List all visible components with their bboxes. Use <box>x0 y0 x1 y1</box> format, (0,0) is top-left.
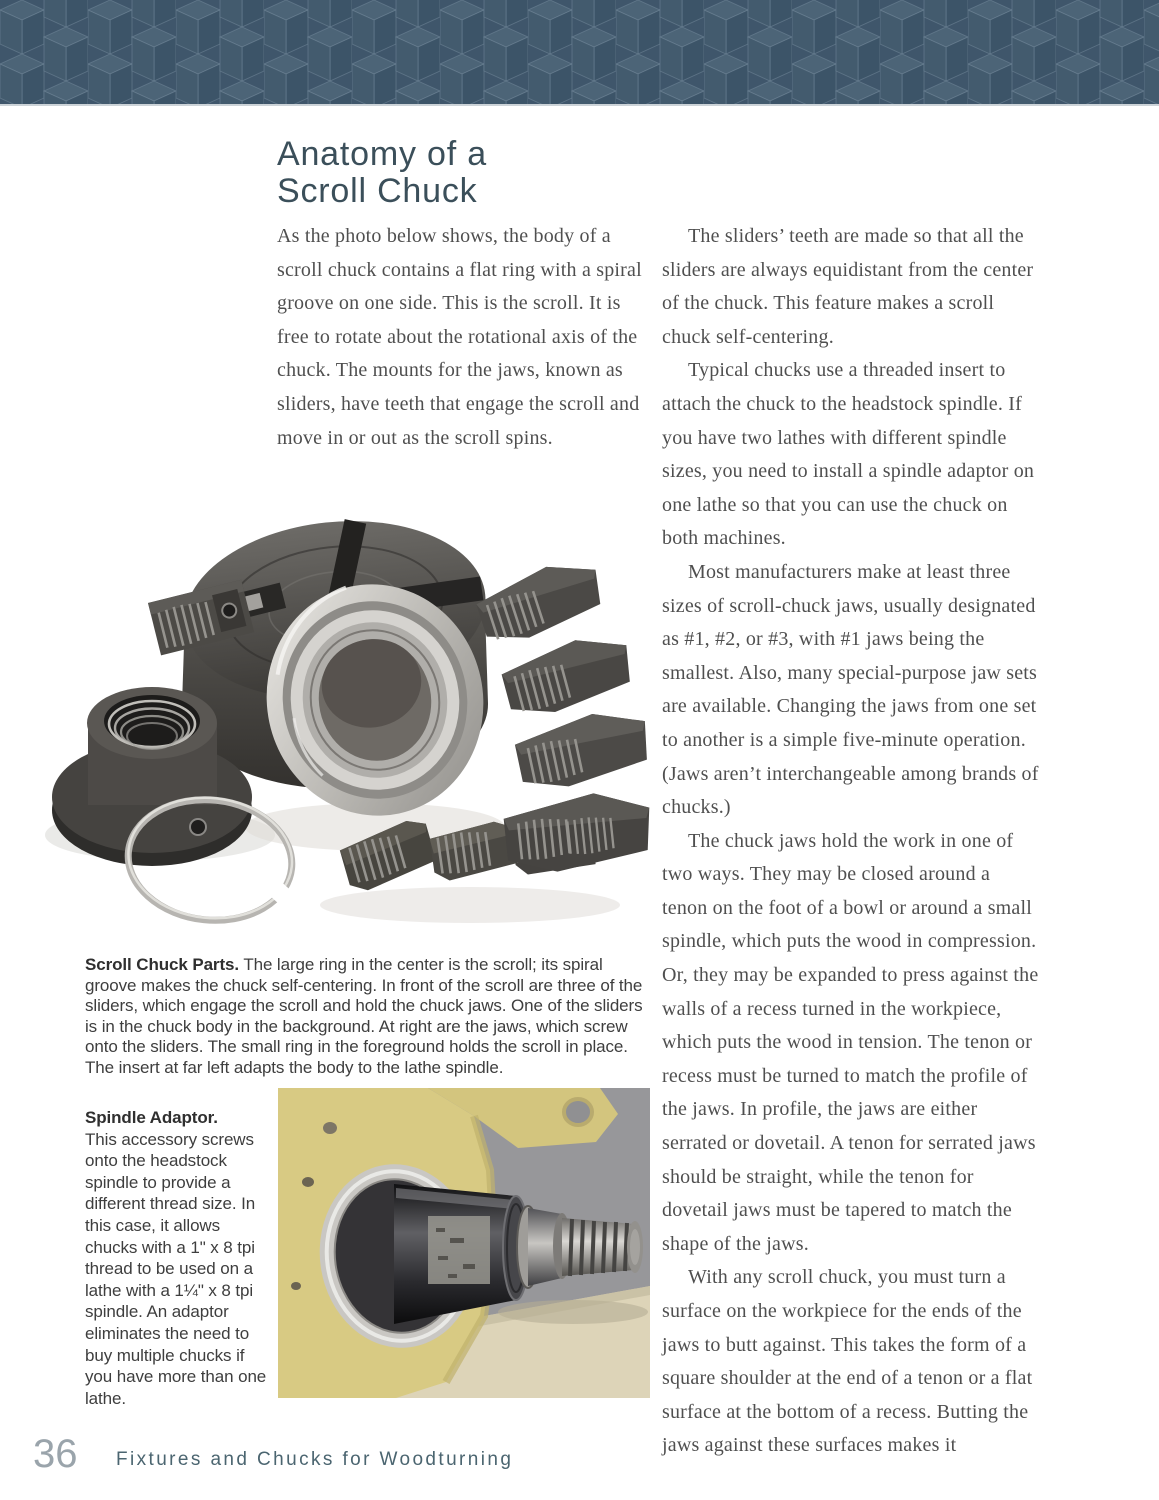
body-column-left <box>277 220 649 455</box>
header-pattern-band <box>0 0 1159 106</box>
jaw-3 <box>512 704 650 796</box>
spindle-adaptor-caption <box>85 1107 267 1409</box>
section-title-line2: Scroll Chuck <box>277 172 478 210</box>
threaded-spindle <box>562 1218 643 1276</box>
cube-pattern-graphic <box>0 0 1159 104</box>
paragraph: Most manufacturers make at least three sizes of scroll-chuck jaws, usually designated as #1, #2, or #3, with #1 jaws being the smallest. Also, many special-purpose jaw sets are available. Changing the jaws from one set to another is a simple five-minute operation. (Jaws aren’t interchangeable among brands of chucks.) <box>662 560 1039 819</box>
body-column-right <box>662 220 1040 1463</box>
paragraph: The sliders’ teeth are made so that all the sliders are always equidistant from the center of the chuck. This feature makes a scroll chuck self-centering. <box>662 225 1034 348</box>
scroll-chuck-parts-caption <box>85 955 649 1079</box>
paragraph: Typical chucks use a threaded insert to attach the chuck to the headstock spindle. If you have two lathes with different spindle sizes, you need to install a spindle adaptor on one lathe so that you can use the chuck on both machines. <box>662 359 1035 550</box>
paragraph: As the photo below shows, the body of a scroll chuck contains a flat ring with a spiral groove on one side. This is the scroll. It is free to rotate about the rotational axis of the chuck. The mounts for the jaws, known as sliders, have teeth that engage the scroll and move in or out as the scroll spins. <box>277 225 642 449</box>
scroll-chuck-parts-illustration <box>40 505 650 935</box>
caption-lead: Spindle Adaptor. <box>85 1108 218 1127</box>
spindle-adaptor-photo <box>278 1088 650 1398</box>
caption-text: This accessory screws onto the headstock spindle to provide a different thread size. In this case, it allows chucks with a 1" x 8 tpi thread to be used on a lathe with a 1¼" x 8 tpi spindle. An adaptor eliminates the need to buy multiple chucks if you have more than one lathe. <box>85 1129 267 1408</box>
scroll-chuck-parts-photo <box>40 505 650 935</box>
spindle-adaptor-illustration <box>278 1088 650 1398</box>
jaw-2 <box>498 628 638 723</box>
book-title: Fixtures and Chucks for Woodturning <box>116 1449 514 1470</box>
paragraph: With any scroll chuck, you must turn a surface on the workpiece for the ends of the jaws to butt against. This takes the form of a square shoulder at the end of a tenon or a flat surface at the bottom of a recess. Butting the jaws against these surfaces makes it <box>662 1266 1033 1457</box>
caption-text: The large ring in the center is the scroll; its spiral groove makes the chuck self-centering. In front of the scroll are three of the sliders, which engage the scroll and hold the chuck jaws. One of the sliders is in the chuck body in the background. At right are the jaws, which screw onto the sliders. The small ring in the foreground holds the scroll in place. The insert at far left adapts the body to the lathe spindle. <box>85 955 643 1077</box>
paragraph: The chuck jaws hold the work in one of two ways. They may be closed around a tenon on the foot of a bowl or around a small spindle, which puts the wood in compression. Or, they may be expanded to press against the walls of a recess turned in the workpiece, which puts the wood in tension. The tenon or recess must be turned to match the profile of the jaws. In profile, the jaws are either serrated or dovetail. A tenon for serrated jaws should be straight, while the tenon for dovetail jaws must be tapered to match the shape of the jaws. <box>662 829 1039 1255</box>
section-title-line1: Anatomy of a <box>277 135 487 173</box>
jaw-4 <box>502 788 650 877</box>
jaw-1 <box>472 553 609 650</box>
page-number: 36 <box>33 1432 78 1476</box>
caption-lead: Scroll Chuck Parts. <box>85 955 239 974</box>
section-title <box>277 136 487 210</box>
